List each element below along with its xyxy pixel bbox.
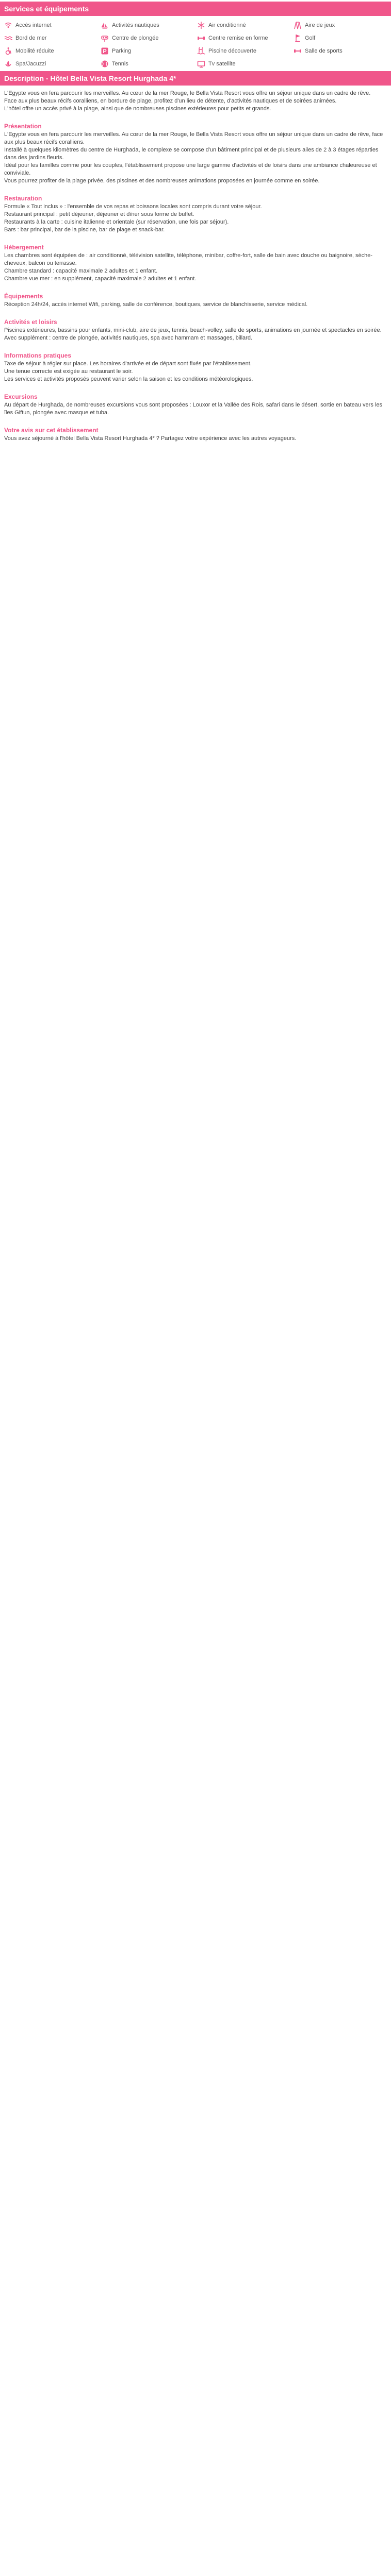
paragraph: Chambre vue mer : en supplément, capacité maximale 2 adultes et 1 enfant. xyxy=(4,276,197,282)
paragraph: Les chambres sont équipées de : air conditionné, télévision satellite, téléphone, minibar, coffre-fort, salle de bain avec douche ou baignoire, sèche-cheveux, balcon ou terrasse. xyxy=(4,252,373,266)
paragraph: L'Egypte vous en fera parcourir les merveilles. Au cœur de la mer Rouge, le Bella Vista Resort vous offre un séjour unique dans un cadre de rêve. xyxy=(4,90,371,96)
paragraph: Piscines extérieures, bassins pour enfants, mini-club, aire de jeux, tennis, beach-volley, salle de sports, animations en journée et spectacles en soirée. xyxy=(4,327,382,333)
paragraph: Restaurant principal : petit déjeuner, déjeuner et dîner sous forme de buffet. xyxy=(4,211,194,217)
golf-flag-icon xyxy=(294,34,302,42)
service-item xyxy=(294,21,387,29)
sailboat-icon xyxy=(101,21,109,29)
section-heading: Votre avis sur cet établissement xyxy=(4,427,99,434)
paragraph: Les services et activités proposés peuvent varier selon la saison et les conditions météorologiques. xyxy=(4,376,253,382)
section-heading: Hébergement xyxy=(4,244,44,251)
section-heading: Équipements xyxy=(4,293,43,300)
dumbbell-icon xyxy=(197,34,205,42)
spa-icon xyxy=(4,60,12,68)
service-label: Air conditionné xyxy=(208,22,246,28)
service-label: Centre de plongée xyxy=(112,35,159,41)
description-body xyxy=(0,86,391,443)
spacer xyxy=(4,234,387,238)
service-item xyxy=(197,47,290,55)
paragraph: L'Egypte vous en fera parcourir les merveilles. Au cœur de la mer Rouge, le Bella Vista Resort vous offre un séjour unique dans un cadre de rêve, face aux plus beaux récifs coralliens. xyxy=(4,131,383,145)
paragraph: Avec supplément : centre de plongée, activités nautiques, spa avec hammam et massages, billard. xyxy=(4,335,253,341)
paragraph: Idéal pour les familles comme pour les couples, l'établissement propose une large gamme d'activités et de loisirs dans une ambiance chaleureuse et conviviale. xyxy=(4,162,377,176)
description-header xyxy=(0,71,391,86)
tennis-icon xyxy=(101,60,109,68)
service-item xyxy=(4,34,97,42)
service-label: Bord de mer xyxy=(15,35,47,41)
spacer xyxy=(4,342,387,346)
section-heading: Excursions xyxy=(4,393,38,400)
paragraph: Chambre standard : capacité maximale 2 adultes et 1 enfant. xyxy=(4,268,158,274)
dumbbell-icon xyxy=(294,47,302,55)
service-item xyxy=(197,21,290,29)
service-item xyxy=(4,47,97,55)
spacer xyxy=(4,283,387,287)
paragraph: Réception 24h/24, accès internet Wifi, parking, salle de conférence, boutiques, service de blanchisserie, service médical. xyxy=(4,301,308,308)
pool-icon xyxy=(197,47,205,55)
service-label: Activités nautiques xyxy=(112,22,159,28)
wheelchair-icon xyxy=(4,47,12,55)
service-item xyxy=(294,34,387,42)
wave-icon xyxy=(4,34,12,42)
paragraph: Vous pourrez profiter de la plage privée, des piscines et des nombreuses animations proposées en journée comme en soirée. xyxy=(4,178,320,184)
service-label: Centre remise en forme xyxy=(208,35,268,41)
diving-icon xyxy=(101,34,109,42)
section-heading: Informations pratiques xyxy=(4,352,72,359)
service-label: Accès internet xyxy=(15,22,52,28)
parking-icon xyxy=(101,47,109,55)
service-label: Golf xyxy=(305,35,316,41)
services-header-text: Services et équipements xyxy=(4,5,89,13)
spacer xyxy=(4,113,387,117)
service-label: Piscine découverte xyxy=(208,48,256,54)
section-heading: Restauration xyxy=(4,195,42,202)
paragraph: Formule « Tout inclus » : l'ensemble de vos repas et boissons locales sont compris durant votre séjour. xyxy=(4,204,262,210)
spacer xyxy=(4,185,387,189)
service-item xyxy=(101,34,194,42)
paragraph: L'hôtel offre un accès privé à la plage, ainsi que de nombreuses piscines extérieures pour petits et grands. xyxy=(4,106,271,112)
service-item xyxy=(294,47,387,55)
paragraph: Vous avez séjourné à l'hôtel Bella Vista Resort Hurghada 4* ? Partagez votre expérience avec les autres voyageurs. xyxy=(4,435,297,442)
description-header-text: Description - Hôtel Bella Vista Resort Hurghada 4* xyxy=(4,74,176,82)
services-list xyxy=(0,16,391,71)
services-header xyxy=(0,2,391,16)
paragraph: Taxe de séjour à régler sur place. Les horaires d'arrivée et de départ sont fixés par l'établissement. xyxy=(4,361,252,367)
service-item xyxy=(101,21,194,29)
paragraph: Restaurants à la carte : cuisine italienne et orientale (sur réservation, une fois par séjour). xyxy=(4,219,229,225)
service-label: Mobilité réduite xyxy=(15,48,54,54)
service-label: Tv satellite xyxy=(208,61,236,67)
service-label: Aire de jeux xyxy=(305,22,335,28)
spacer xyxy=(4,383,387,387)
service-label: Salle de sports xyxy=(305,48,343,54)
tv-icon xyxy=(197,60,205,68)
paragraph: Face aux plus beaux récifs coralliens, en bordure de plage, profitez d'un lieu de détente, d'activités nautiques et de soirées animées. xyxy=(4,98,337,104)
svg-text:P: P xyxy=(103,48,107,55)
service-item xyxy=(4,21,97,29)
wifi-icon xyxy=(4,21,12,29)
paragraph: Bars : bar principal, bar de la piscine, bar de plage et snack-bar. xyxy=(4,227,165,233)
spacer xyxy=(4,309,387,313)
section-heading: Présentation xyxy=(4,123,42,130)
service-item xyxy=(101,47,194,55)
service-item xyxy=(101,60,194,68)
playground-icon xyxy=(294,21,302,29)
service-item xyxy=(197,34,290,42)
paragraph: Au départ de Hurghada, de nombreuses excursions vous sont proposées : Louxor et la Vallée des Rois, safari dans le désert, sortie en bateau vers les îles Giftun, plongée avec masque et tuba. xyxy=(4,402,382,416)
section-heading: Activités et loisirs xyxy=(4,318,57,326)
paragraph: Une tenue correcte est exigée au restaurant le soir. xyxy=(4,368,133,375)
spacer xyxy=(4,417,387,421)
service-item xyxy=(197,60,290,68)
snowflake-icon xyxy=(197,21,205,29)
service-label: Tennis xyxy=(112,61,128,67)
service-item xyxy=(4,60,97,68)
service-label: Spa/Jacuzzi xyxy=(15,61,46,67)
paragraph: Installé à quelques kilomètres du centre de Hurghada, le complexe se compose d'un bâtiment principal et de plusieurs ailes de 2 à 3 étages réparties dans des jardins fleuris. xyxy=(4,147,379,161)
service-label: Parking xyxy=(112,48,132,54)
